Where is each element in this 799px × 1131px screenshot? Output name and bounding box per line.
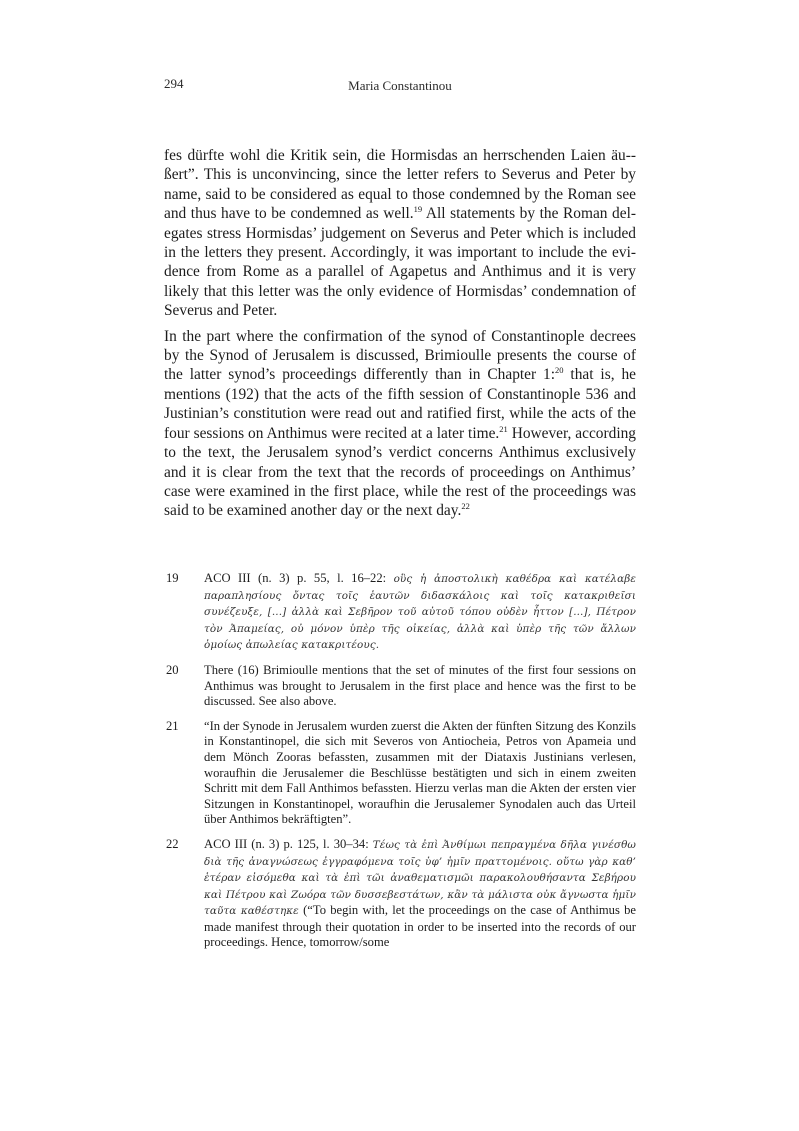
page-number: 294 — [164, 76, 184, 91]
body-paragraph — [164, 146, 636, 321]
text-segment: However, according to the text, the Jerusalem synod’s verdict concerns Anthimus exclusively and it is clear from the text that the records of proceedings on Anthimus’ case were examined in the first place, while the rest of the proceedings was said to be examined another day or the next day. — [164, 424, 636, 520]
footnote-translation: (“To begin with, let the proceedings on the case of Anthimus be made manifest through their quotation in order to be inserted into the records of our proceedings. Hence, tomorrow/some — [204, 903, 636, 950]
footnote-ref-21[interactable]: 21 — [499, 423, 508, 434]
footnote-22 — [164, 837, 636, 951]
footnote-number: 22 — [166, 836, 179, 851]
footnote-citation: ACO III (n. 3) p. 125, l. 30–34: — [204, 836, 373, 851]
footnote-number: 21 — [166, 718, 179, 733]
footnote-text — [204, 837, 636, 951]
footnote-number: 20 — [166, 662, 179, 677]
running-title: Maria Constantinou — [348, 78, 452, 93]
running-head — [164, 76, 636, 96]
footnote-20 — [164, 663, 636, 710]
body-paragraph — [164, 327, 636, 521]
footnote-ref-22[interactable]: 22 — [461, 501, 470, 512]
text-segment: In the part where the confirmation of the synod of Constantinople decrees by the Synod of Jerusalem is discussed, Brimioulle presents the course of the latter synod’s proceedings differently than in Chapter 1: — [164, 327, 636, 384]
main-body-text — [164, 146, 636, 521]
footnote-21 — [164, 719, 636, 828]
text-segment: All statements by the Roman delegates stress Hormisdas’ judgement on Severus and Peter which is included in the letters they present. Accordingly, it was important to include the evidence from Rome as a parallel of Agapetus and Anthimus and it is very likely that this letter was the only evidence of Hormisdas’ condemnation of Severus and Peter. — [164, 205, 636, 320]
greek-quotation: οὓς ἡ ἀποστολικὴ καθέδρα καὶ κατέλαβε παραπλησίους ὄντας τοῖς ἑαυτῶν διδασκάλοις καὶ τοῖς κατακριθεῖσι συνέζευξε, [...] ἀλλὰ καὶ Σεβῆρον τοῦ αὐτοῦ τόπου οὐδὲν ἧττον [...], Πέτρον τὸν Ἀπαμείας, οὐ μόνον ὑπὲρ τῆς οἰκείας, ἀλλὰ καὶ ὑπὲρ τῆς τῶν ἄλλων ὁμοίως ἀπωλείας κατακριτέους. — [204, 573, 637, 652]
text-segment: fes dürfte wohl die Kritik sein, die Hormisdas an herrschenden Laien äu-ßert”. This is unconvincing, since the letter refers to Severus and Peter by name, said to be considered as equal to those condemned by the Roman see and thus have to be condemned as well. — [164, 147, 636, 223]
footnote-text: There (16) Brimioulle mentions that the set of minutes of the first four sessions on Anthimus was brought to Jerusalem in the first place and hence was the first to be discussed. See also above. — [204, 662, 636, 709]
footnote-ref-20[interactable]: 20 — [555, 365, 564, 376]
footnote-19 — [164, 571, 636, 654]
greek-quotation: Τέως τὰ ἐπὶ Ἀνθίμωι πεπραγμένα δῆλα γινέσθω διὰ τῆς ἀναγνώσεως ἐγγραφόμενα τοῖς ὑφ’ ἡμῖν πραττομένοις. οὕτω γὰρ καθ’ ἑτέραν εἰσόμεθα καὶ τὰ ἐπὶ τῶι ἀναθεματισμῶι παρακολουθήσαντα Σεβήρου καὶ Πέτρου καὶ Ζωόρα τῶν δυσσεβεστάτων, κἂν τὰ μάλιστα οὐκ ἄγνωστα ἡμῖν ταῦτα καθέστηκε — [204, 838, 636, 918]
footnote-citation: ACO III (n. 3) p. 55, l. 16–22: — [204, 571, 394, 585]
footnote-ref-19[interactable]: 19 — [413, 204, 423, 215]
footnote-text: “In der Synode in Jerusalem wurden zuerst die Akten der fünften Sitzung des Konzils in Konstantinopel, die sich mit Severos von Antiocheia, Petros von Apameia und dem Mönch Zooras befassten, zusammen mit der Diataxis Justinians verlesen, woraufhin die Jerusalemer die Beschlüsse bestätigten und sich in einem zweiten Schritt mit dem Fall Anthimos befassten. Hierzu verlas man die Akten der ersten vier Sitzungen in Konstantinopel, woraufhin die Jerusalemer Synodalen auch das Urteil über Anthimos bekräftigten”. — [204, 718, 636, 827]
footnote-text — [204, 571, 636, 654]
text-segment: that is, he mentions (192) that the acts of the fifth session of Constantinople 536 and Justinian’s constitution were read out and ratified first, while the acts of the four sessions on Anthimus were recited at a later time. — [164, 366, 636, 442]
footnotes — [164, 571, 636, 960]
footnote-number: 19 — [166, 571, 179, 585]
